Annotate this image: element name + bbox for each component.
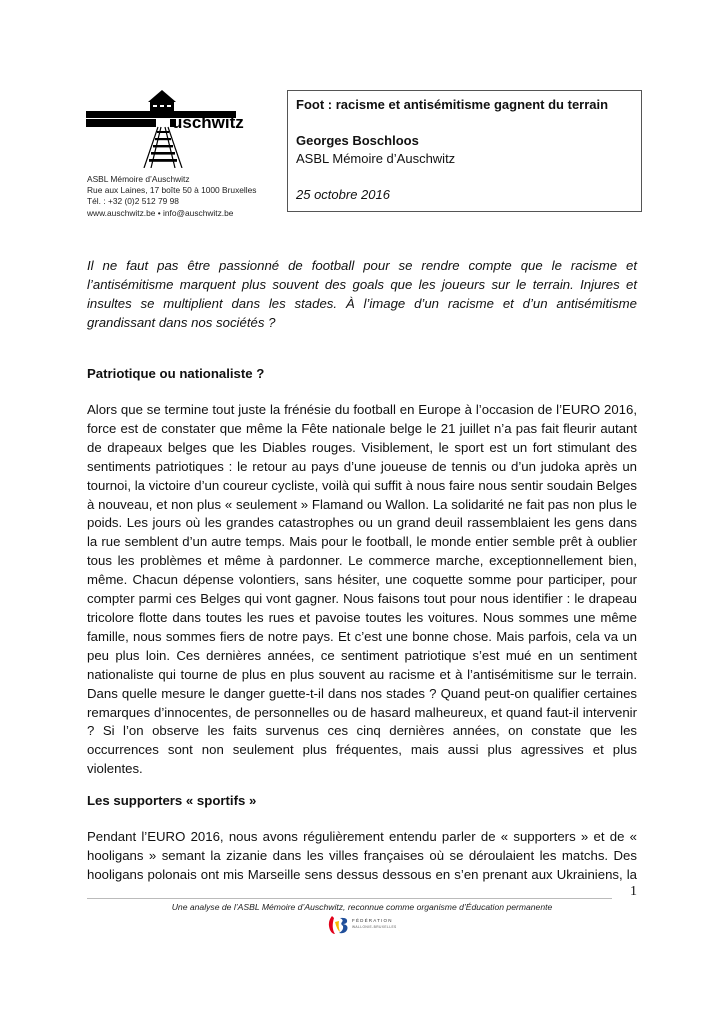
- org-phone: Tél. : +32 (0)2 512 79 98: [87, 196, 179, 207]
- section-heading: Patriotique ou nationaliste ?: [87, 366, 265, 381]
- federation-line2: WALLONIE-BRUXELLES: [352, 925, 397, 929]
- auschwitz-gate-logo-icon: [86, 88, 256, 168]
- author-organization: ASBL Mémoire d’Auschwitz: [296, 151, 456, 166]
- section-heading: Les supporters « sportifs »: [87, 793, 257, 808]
- footer-divider: [87, 898, 612, 899]
- org-address: Rue aux Laines, 17 boîte 50 à 1000 Bruxelles: [87, 185, 257, 196]
- federation-line1: FÉDÉRATION: [352, 918, 393, 923]
- federation-logo-text: [352, 918, 397, 930]
- org-name: ASBL Mémoire d’Auschwitz: [87, 174, 190, 184]
- document-date: 25 octobre 2016: [296, 187, 390, 202]
- author-name: Georges Boschloos: [296, 133, 419, 148]
- document-title: Foot : racisme et antisémitisme gagnent du terrain: [296, 97, 609, 112]
- org-info: [87, 174, 256, 219]
- footer-text: Une analyse de l’ASBL Mémoire d’Auschwitz, reconnue comme organisme d’Éducation permanente: [171, 902, 553, 912]
- logo-wordmark: uschwitz: [172, 113, 244, 132]
- section-body: Pendant l’EURO 2016, nous avons régulièrement entendu parler de « supporters » et de « hooligans » semant la zizanie dans les villes françaises où se déroulaient les matchs. Des hooligans polonais ont mis Marseille sens dessus dessous en s’en prenant aux Ukrainiens, la: [87, 829, 637, 882]
- title-box: [287, 90, 642, 212]
- org-web-email[interactable]: www.auschwitz.be • info@auschwitz.be: [87, 207, 234, 218]
- intro-paragraph: Il ne faut pas être passionné de football pour se rendre compte que le racisme et l’antisémitisme marquent plus souvent des goals que les joueurs sur le terrain. Injures et insultes se multiplient dans les stades. À l’image d’un racisme et d’un antisémitisme grandissant dans nos sociétés ?: [87, 258, 637, 330]
- page-number: 1: [630, 884, 637, 899]
- section-body: Alors que se termine tout juste la frénésie du football en Europe à l’occasion de l’EURO 2016, force est de constater que même la Fête nationale belge le 21 juillet n’a pas fait fleurir autant de drapeaux belges que les Diables rouges. Visiblement, le sport est un fort stimulant des sentiments patriotiques : le retour au pays d’une joueuse de tennis ou d’un judoka après un tournoi, la victoire d’un coureur cycliste, voilà qui suffit à nous faire nous sentir soudain Belges à nouveau, et non plus « seulement » Flamand ou Wallon. La solidarité ne fait pas non plus le poids. Les jours où les grandes catastrophes ou un grand deuil rassemblaient les gens dans la rue semblent d’un autre temps. Mais pour le football, le monde entier semble prêt à oublier tous les problèmes et même à pardonner. Le commerce marche, exceptionnellement bien, même. Chacun dépense volontiers, sans hésiter, une coquette somme pour participer, pour compter parmi ces Belges qui vont gagner. Nous faisons tout pour nous identifier : le drapeau tricolore flotte dans toutes les rues et pavoise toutes les voitures. Nous sommes une même famille, nous sommes fiers de notre pays. Et c’est une bonne chose. Mais parfois, cela va un peu plus loin. Ces dernières années, ce sentiment patriotique s’est mué en un sentiment nationaliste qui tourne de plus en plus souvent au racisme et à l’antisémitisme sur le terrain. Dans quelle mesure le danger guette-t-il dans nos stades ? Quand peut-on qualifier certaines remarques d’innocentes, de personnelles ou de hasard malheureux, et quand faut-il intervenir ? Si l’on observe les faits survenus ces cinq dernières années, on constate que les occurrences sont non seulement plus fréquentes, mais aussi plus agressives et plus violentes.: [87, 402, 637, 777]
